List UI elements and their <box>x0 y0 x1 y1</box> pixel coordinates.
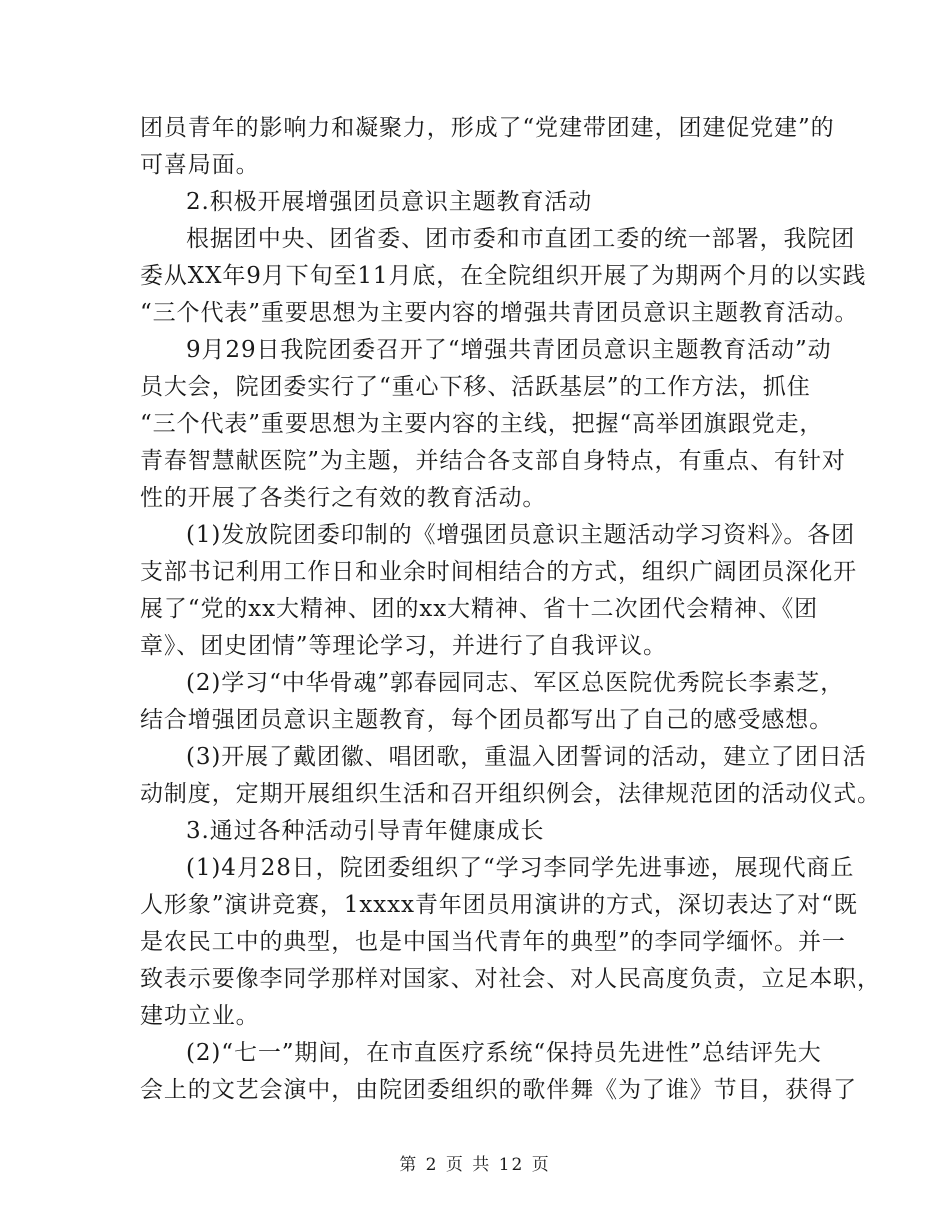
text-line: 团员青年的影响力和凝聚力，形成了“党建带团建，团建促党建”的 <box>140 115 835 141</box>
text-line: 可喜局面。 <box>140 152 260 178</box>
text-line: 动制度，定期开展组织生活和召开组织例会，法律规范团的活动仪式。 <box>140 781 881 807</box>
text-line: 展了“党的xx大精神、团的xx大精神、省十二次团代会精神、《团 <box>140 596 819 622</box>
text-line: 结合增强团员意识主题教育，每个团员都写出了自己的感受感想。 <box>140 707 834 733</box>
section-heading: 2.积极开展增强团员意识主题教育活动 <box>186 189 593 215</box>
text-line: (1)发放院团委印制的《增强团员意识主题活动学习资料》。各团 <box>186 522 856 548</box>
text-line: 人形象”演讲竞赛，1xxxx青年团员用演讲的方式，深切表达了对“既 <box>140 892 858 918</box>
text-line: “三个代表”重要思想为主要内容的增强共青团员意识主题教育活动。 <box>140 300 859 326</box>
text-line: 是农民工中的典型，也是中国当代青年的典型”的李同学缅怀。并一 <box>140 929 846 955</box>
text-line: 支部书记利用工作日和业余时间相结合的方式，组织广阔团员深化开 <box>140 559 857 585</box>
page-footer: 第 2 页 共 12 页 <box>399 1155 551 1175</box>
text-line: 会上的文艺会演中，由院团委组织的歌伴舞《为了谁》节目，获得了 <box>140 1077 857 1103</box>
text-line: (2)学习“中华骨魂”郭春园同志、军区总医院优秀院长李素芝， <box>186 670 845 696</box>
text-line: (1)4月28日，院团委组织了“学习李同学先进事迹，展现代商丘 <box>186 855 855 881</box>
text-line: 致表示要像李同学那样对国家、对社会、对人民高度负责，立足本职， <box>140 966 881 992</box>
text-line: 青春智慧献医院”为主题，并结合各支部自身特点，有重点、有针对 <box>140 448 846 474</box>
text-line: 建功立业。 <box>140 1003 260 1029</box>
text-line: (3)开展了戴团徽、唱团歌，重温入团誓词的活动，建立了团日活 <box>186 744 867 770</box>
text-line: 章》、团史团情”等理论学习，并进行了自我评议。 <box>140 633 667 659</box>
text-line: 员大会，院团委实行了“重心下移、活跃基层”的工作方法，抓住 <box>140 374 811 400</box>
text-line: (2)“七一”期间，在市直医疗系统“保持员先进性”总结评先大 <box>186 1040 822 1066</box>
text-line: “三个代表”重要思想为主要内容的主线，把握“高举团旗跟党走， <box>140 411 824 437</box>
text-line: 9月29日我院团委召开了“增强共青团员意识主题教育活动”动 <box>186 337 832 363</box>
text-line: 委从XX年9月下旬至11月底，在全院组织开展了为期两个月的以实践 <box>140 263 867 289</box>
section-heading: 3.通过各种活动引导青年健康成长 <box>186 818 545 844</box>
text-line: 根据团中央、团省委、团市委和市直团工委的统一部署，我院团 <box>186 226 856 252</box>
text-line: 性的开展了各类行之有效的教育活动。 <box>140 485 547 511</box>
